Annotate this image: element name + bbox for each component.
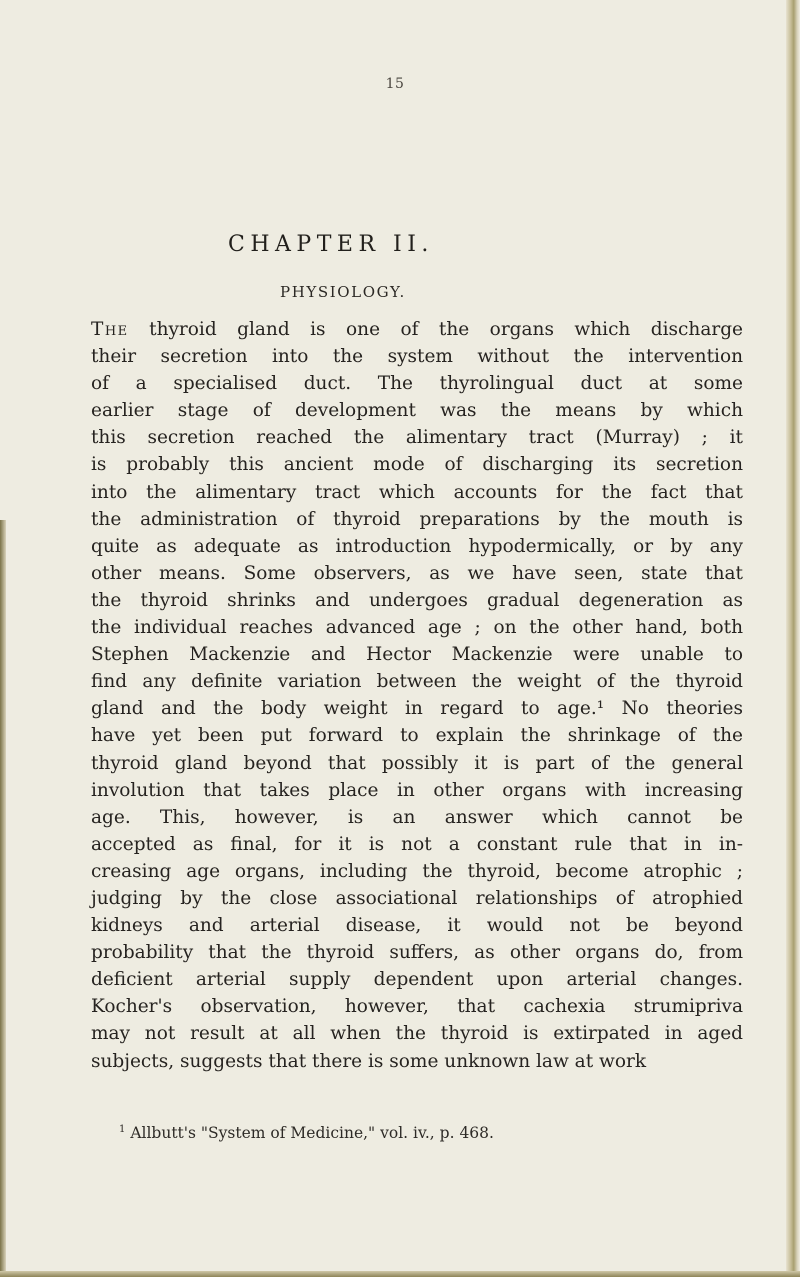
text-line: is probably this ancient mode of discharging its secretion [91, 454, 743, 476]
text-line: deficient arterial supply dependent upon arterial changes. [91, 969, 743, 991]
text-line: probability that the thyroid suffers, as other organs do, from [91, 942, 743, 964]
text-line: gland and the body weight in regard to age.¹ No theories [91, 698, 743, 720]
text-line: Kocher's observation, however, that cachexia strumipriva [91, 996, 743, 1018]
first-word: The [91, 319, 129, 340]
text-line: may not result at all when the thyroid is extirpated in aged [91, 1023, 743, 1045]
text-line: thyroid gland beyond that possibly it is part of the general [91, 752, 743, 774]
text-line: the thyroid shrinks and undergoes gradual degeneration as [91, 589, 743, 611]
text-line: involution that takes place in other organs with increasing [91, 779, 743, 801]
text-line: kidneys and arterial disease, it would not be beyond [91, 915, 743, 937]
text-line: into the alimentary tract which accounts for the fact that [91, 481, 743, 503]
text-line: have yet been put forward to explain the shrinkage of the [91, 725, 743, 747]
text-line: accepted as final, for it is not a constant rule that in in- [91, 833, 743, 855]
text-line: other means. Some observers, as we have seen, state that [91, 562, 743, 584]
text-line: Stephen Mackenzie and Hector Mackenzie were unable to [91, 644, 743, 666]
text-line: find any definite variation between the weight of the thyroid [91, 671, 743, 693]
text-line: subjects, suggests that there is some unknown law at work [91, 1050, 647, 1072]
page-right-edge [786, 0, 800, 1277]
text-line-content [91, 319, 743, 340]
text-line: the individual reaches advanced age ; on the other hand, both [91, 617, 743, 639]
text-line: of a specialised duct. The thyrolingual duct at some [91, 373, 743, 395]
text-line: judging by the close associational relationships of atrophied [91, 887, 743, 909]
text-line: this secretion reached the alimentary tract (Murray) ; it [91, 427, 743, 449]
chapter-title: CHAPTER II. [228, 232, 434, 257]
page-number: 15 [385, 76, 405, 92]
first-line-rest: thyroid gland is one of the organs which discharge [128, 319, 743, 340]
text-line: their secretion into the system without the intervention [91, 346, 743, 368]
text-line: creasing age organs, including the thyroid, become atrophic ; [91, 860, 743, 882]
footnote-text: Allbutt's "System of Medicine," vol. iv., p. 468. [130, 1124, 494, 1143]
text-line: the administration of thyroid preparations by the mouth is [91, 508, 743, 530]
text-line: quite as adequate as introduction hypodermically, or by any [91, 535, 743, 557]
footnote-mark: 1 [119, 1124, 126, 1135]
footnote [119, 1124, 494, 1142]
page-left-edge [0, 520, 6, 1277]
section-title: PHYSIOLOGY. [280, 283, 406, 301]
page-bottom-edge [0, 1271, 800, 1277]
text-line: age. This, however, is an answer which cannot be [91, 806, 743, 828]
text-line [91, 316, 743, 343]
body-text [91, 316, 743, 1075]
text-line: earlier stage of development was the means by which [91, 400, 743, 422]
